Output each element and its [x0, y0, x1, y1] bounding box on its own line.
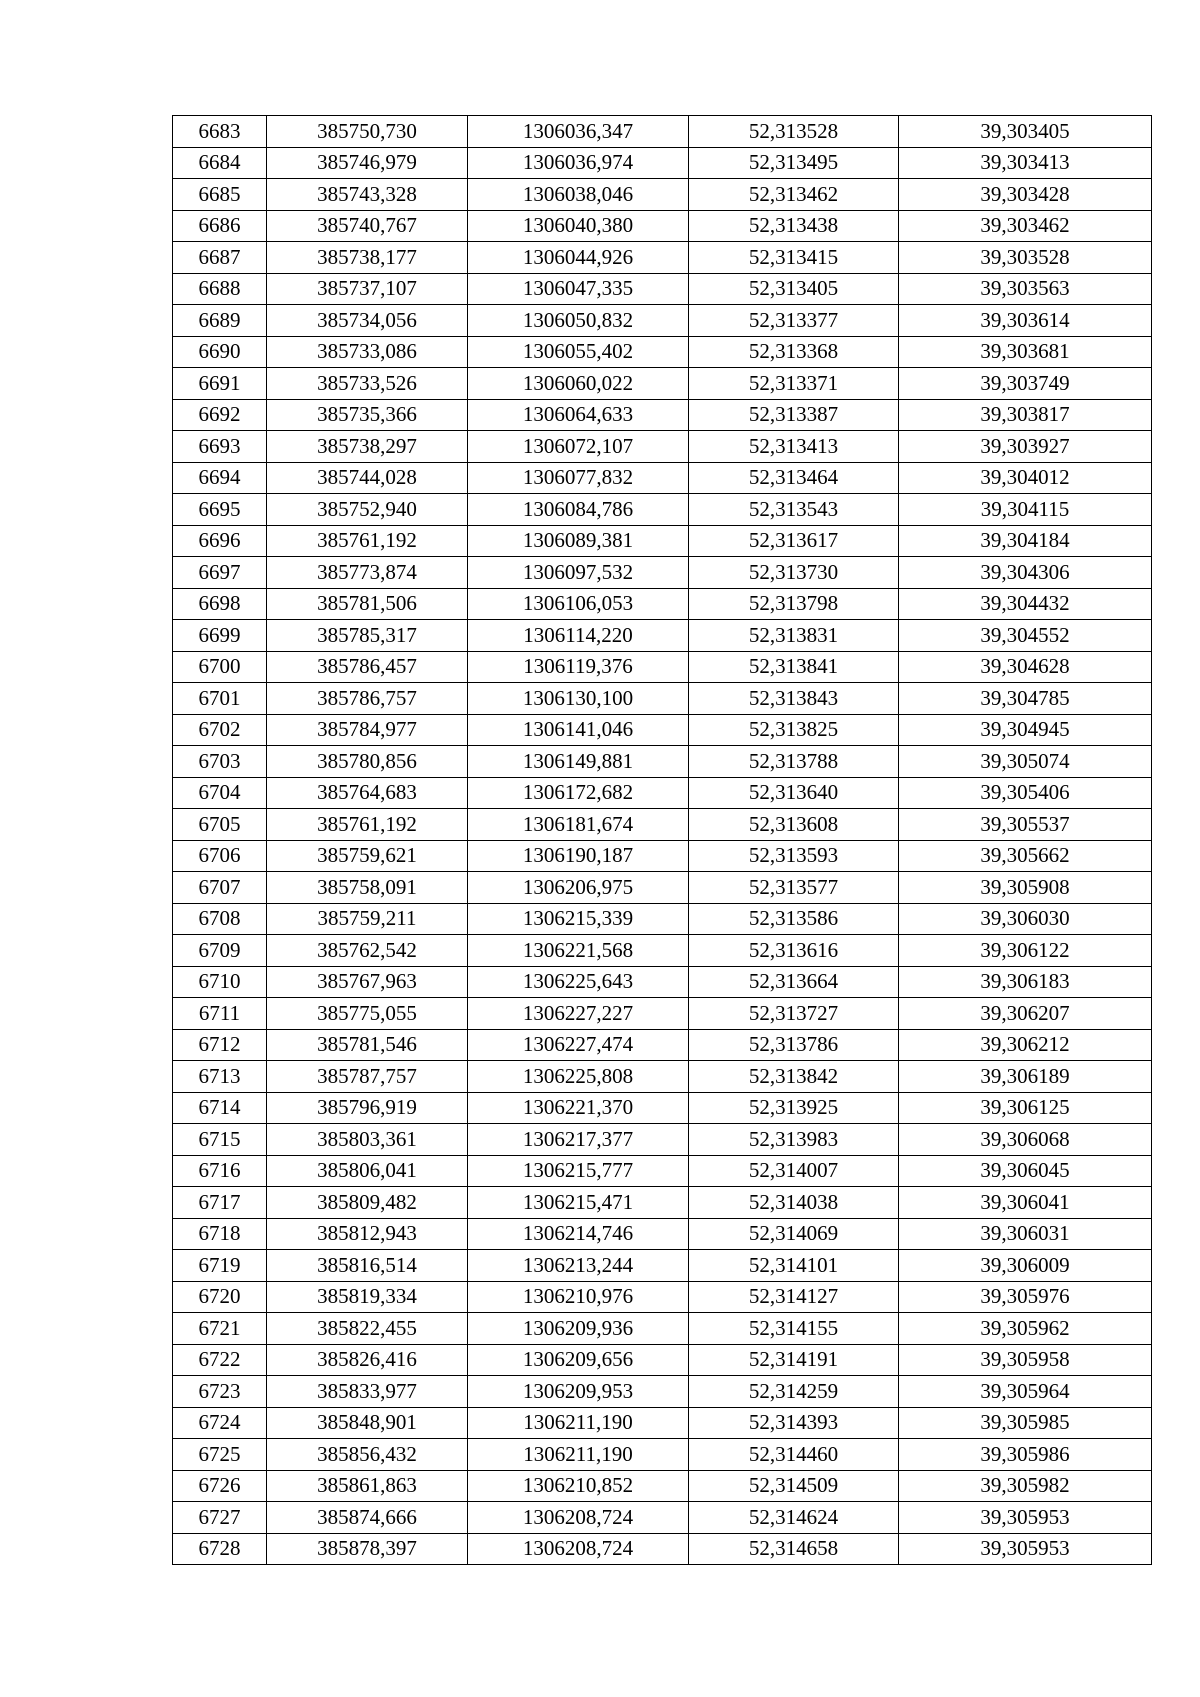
longitude-cell: 39,305976 — [899, 1281, 1152, 1313]
longitude-cell: 39,303614 — [899, 305, 1152, 337]
table-row — [173, 1376, 1152, 1408]
x-coordinate-cell: 385848,901 — [267, 1407, 468, 1439]
y-coordinate-cell: 1306044,926 — [468, 242, 689, 274]
longitude-cell: 39,306189 — [899, 1061, 1152, 1093]
y-coordinate-cell: 1306130,100 — [468, 683, 689, 715]
y-coordinate-cell: 1306221,568 — [468, 935, 689, 967]
longitude-cell: 39,303413 — [899, 147, 1152, 179]
latitude-cell: 52,314069 — [689, 1218, 899, 1250]
table-row — [173, 305, 1152, 337]
x-coordinate-cell: 385740,767 — [267, 210, 468, 242]
longitude-cell: 39,303462 — [899, 210, 1152, 242]
longitude-cell: 39,306031 — [899, 1218, 1152, 1250]
point-number-cell: 6683 — [173, 116, 267, 148]
x-coordinate-cell: 385759,211 — [267, 903, 468, 935]
latitude-cell: 52,313543 — [689, 494, 899, 526]
longitude-cell: 39,304628 — [899, 651, 1152, 683]
latitude-cell: 52,314038 — [689, 1187, 899, 1219]
y-coordinate-cell: 1306227,474 — [468, 1029, 689, 1061]
longitude-cell: 39,305986 — [899, 1439, 1152, 1471]
point-number-cell: 6710 — [173, 966, 267, 998]
x-coordinate-cell: 385734,056 — [267, 305, 468, 337]
y-coordinate-cell: 1306172,682 — [468, 777, 689, 809]
point-number-cell: 6708 — [173, 903, 267, 935]
x-coordinate-cell: 385758,091 — [267, 872, 468, 904]
table-row — [173, 651, 1152, 683]
point-number-cell: 6698 — [173, 588, 267, 620]
point-number-cell: 6691 — [173, 368, 267, 400]
x-coordinate-cell: 385762,542 — [267, 935, 468, 967]
latitude-cell: 52,313608 — [689, 809, 899, 841]
x-coordinate-cell: 385738,297 — [267, 431, 468, 463]
y-coordinate-cell: 1306206,975 — [468, 872, 689, 904]
y-coordinate-cell: 1306038,046 — [468, 179, 689, 211]
x-coordinate-cell: 385775,055 — [267, 998, 468, 1030]
longitude-cell: 39,306068 — [899, 1124, 1152, 1156]
longitude-cell: 39,303749 — [899, 368, 1152, 400]
x-coordinate-cell: 385773,874 — [267, 557, 468, 589]
point-number-cell: 6719 — [173, 1250, 267, 1282]
latitude-cell: 52,313495 — [689, 147, 899, 179]
x-coordinate-cell: 385833,977 — [267, 1376, 468, 1408]
table-row — [173, 1502, 1152, 1534]
x-coordinate-cell: 385822,455 — [267, 1313, 468, 1345]
point-number-cell: 6720 — [173, 1281, 267, 1313]
longitude-cell: 39,304945 — [899, 714, 1152, 746]
x-coordinate-cell: 385812,943 — [267, 1218, 468, 1250]
table-row — [173, 588, 1152, 620]
point-number-cell: 6684 — [173, 147, 267, 179]
table-row — [173, 872, 1152, 904]
table-row — [173, 1124, 1152, 1156]
y-coordinate-cell: 1306208,724 — [468, 1533, 689, 1565]
y-coordinate-cell: 1306064,633 — [468, 399, 689, 431]
x-coordinate-cell: 385781,506 — [267, 588, 468, 620]
latitude-cell: 52,313843 — [689, 683, 899, 715]
x-coordinate-cell: 385816,514 — [267, 1250, 468, 1282]
latitude-cell: 52,313586 — [689, 903, 899, 935]
table-row — [173, 714, 1152, 746]
point-number-cell: 6725 — [173, 1439, 267, 1471]
latitude-cell: 52,313664 — [689, 966, 899, 998]
point-number-cell: 6687 — [173, 242, 267, 274]
y-coordinate-cell: 1306215,339 — [468, 903, 689, 935]
latitude-cell: 52,313842 — [689, 1061, 899, 1093]
latitude-cell: 52,313983 — [689, 1124, 899, 1156]
point-number-cell: 6713 — [173, 1061, 267, 1093]
y-coordinate-cell: 1306084,786 — [468, 494, 689, 526]
longitude-cell: 39,303528 — [899, 242, 1152, 274]
latitude-cell: 52,313528 — [689, 116, 899, 148]
table-row — [173, 494, 1152, 526]
table-row — [173, 683, 1152, 715]
latitude-cell: 52,313368 — [689, 336, 899, 368]
longitude-cell: 39,305964 — [899, 1376, 1152, 1408]
point-number-cell: 6700 — [173, 651, 267, 683]
point-number-cell: 6721 — [173, 1313, 267, 1345]
point-number-cell: 6701 — [173, 683, 267, 715]
table-row — [173, 809, 1152, 841]
x-coordinate-cell: 385744,028 — [267, 462, 468, 494]
x-coordinate-cell: 385809,482 — [267, 1187, 468, 1219]
y-coordinate-cell: 1306209,936 — [468, 1313, 689, 1345]
y-coordinate-cell: 1306213,244 — [468, 1250, 689, 1282]
table-row — [173, 147, 1152, 179]
x-coordinate-cell: 385786,457 — [267, 651, 468, 683]
x-coordinate-cell: 385743,328 — [267, 179, 468, 211]
x-coordinate-cell: 385785,317 — [267, 620, 468, 652]
point-number-cell: 6704 — [173, 777, 267, 809]
latitude-cell: 52,313841 — [689, 651, 899, 683]
latitude-cell: 52,314101 — [689, 1250, 899, 1282]
y-coordinate-cell: 1306225,643 — [468, 966, 689, 998]
table-row — [173, 998, 1152, 1030]
latitude-cell: 52,313831 — [689, 620, 899, 652]
latitude-cell: 52,314127 — [689, 1281, 899, 1313]
point-number-cell: 6693 — [173, 431, 267, 463]
x-coordinate-cell: 385826,416 — [267, 1344, 468, 1376]
point-number-cell: 6689 — [173, 305, 267, 337]
longitude-cell: 39,304432 — [899, 588, 1152, 620]
y-coordinate-cell: 1306214,746 — [468, 1218, 689, 1250]
point-number-cell: 6694 — [173, 462, 267, 494]
coordinates-table-body — [173, 116, 1152, 1565]
longitude-cell: 39,305985 — [899, 1407, 1152, 1439]
point-number-cell: 6699 — [173, 620, 267, 652]
y-coordinate-cell: 1306190,187 — [468, 840, 689, 872]
table-row — [173, 620, 1152, 652]
x-coordinate-cell: 385764,683 — [267, 777, 468, 809]
table-row — [173, 1439, 1152, 1471]
latitude-cell: 52,313925 — [689, 1092, 899, 1124]
x-coordinate-cell: 385761,192 — [267, 525, 468, 557]
longitude-cell: 39,305982 — [899, 1470, 1152, 1502]
longitude-cell: 39,303817 — [899, 399, 1152, 431]
table-row — [173, 1187, 1152, 1219]
longitude-cell: 39,304115 — [899, 494, 1152, 526]
x-coordinate-cell: 385733,526 — [267, 368, 468, 400]
longitude-cell: 39,305953 — [899, 1502, 1152, 1534]
latitude-cell: 52,313462 — [689, 179, 899, 211]
point-number-cell: 6715 — [173, 1124, 267, 1156]
x-coordinate-cell: 385746,979 — [267, 147, 468, 179]
x-coordinate-cell: 385752,940 — [267, 494, 468, 526]
y-coordinate-cell: 1306210,976 — [468, 1281, 689, 1313]
table-row — [173, 903, 1152, 935]
point-number-cell: 6692 — [173, 399, 267, 431]
y-coordinate-cell: 1306060,022 — [468, 368, 689, 400]
table-row — [173, 368, 1152, 400]
table-row — [173, 840, 1152, 872]
longitude-cell: 39,304785 — [899, 683, 1152, 715]
table-row — [173, 336, 1152, 368]
y-coordinate-cell: 1306217,377 — [468, 1124, 689, 1156]
longitude-cell: 39,304552 — [899, 620, 1152, 652]
longitude-cell: 39,306207 — [899, 998, 1152, 1030]
table-row — [173, 777, 1152, 809]
x-coordinate-cell: 385878,397 — [267, 1533, 468, 1565]
point-number-cell: 6728 — [173, 1533, 267, 1565]
latitude-cell: 52,313617 — [689, 525, 899, 557]
latitude-cell: 52,313798 — [689, 588, 899, 620]
point-number-cell: 6709 — [173, 935, 267, 967]
coordinates-table — [172, 115, 1152, 1565]
table-row — [173, 1344, 1152, 1376]
table-row — [173, 1029, 1152, 1061]
x-coordinate-cell: 385780,856 — [267, 746, 468, 778]
point-number-cell: 6723 — [173, 1376, 267, 1408]
longitude-cell: 39,305662 — [899, 840, 1152, 872]
longitude-cell: 39,305953 — [899, 1533, 1152, 1565]
longitude-cell: 39,306041 — [899, 1187, 1152, 1219]
table-row — [173, 1281, 1152, 1313]
x-coordinate-cell: 385738,177 — [267, 242, 468, 274]
x-coordinate-cell: 385733,086 — [267, 336, 468, 368]
point-number-cell: 6707 — [173, 872, 267, 904]
y-coordinate-cell: 1306114,220 — [468, 620, 689, 652]
table-row — [173, 1092, 1152, 1124]
point-number-cell: 6696 — [173, 525, 267, 557]
longitude-cell: 39,305908 — [899, 872, 1152, 904]
x-coordinate-cell: 385787,757 — [267, 1061, 468, 1093]
longitude-cell: 39,304184 — [899, 525, 1152, 557]
y-coordinate-cell: 1306050,832 — [468, 305, 689, 337]
longitude-cell: 39,305537 — [899, 809, 1152, 841]
point-number-cell: 6712 — [173, 1029, 267, 1061]
y-coordinate-cell: 1306209,953 — [468, 1376, 689, 1408]
latitude-cell: 52,313415 — [689, 242, 899, 274]
x-coordinate-cell: 385874,666 — [267, 1502, 468, 1534]
longitude-cell: 39,304306 — [899, 557, 1152, 589]
longitude-cell: 39,306125 — [899, 1092, 1152, 1124]
point-number-cell: 6724 — [173, 1407, 267, 1439]
point-number-cell: 6711 — [173, 998, 267, 1030]
y-coordinate-cell: 1306221,370 — [468, 1092, 689, 1124]
longitude-cell: 39,305406 — [899, 777, 1152, 809]
table-row — [173, 1313, 1152, 1345]
point-number-cell: 6717 — [173, 1187, 267, 1219]
latitude-cell: 52,313577 — [689, 872, 899, 904]
longitude-cell: 39,305958 — [899, 1344, 1152, 1376]
latitude-cell: 52,313786 — [689, 1029, 899, 1061]
latitude-cell: 52,313788 — [689, 746, 899, 778]
table-row — [173, 1470, 1152, 1502]
y-coordinate-cell: 1306225,808 — [468, 1061, 689, 1093]
longitude-cell: 39,305074 — [899, 746, 1152, 778]
longitude-cell: 39,306009 — [899, 1250, 1152, 1282]
y-coordinate-cell: 1306106,053 — [468, 588, 689, 620]
x-coordinate-cell: 385735,366 — [267, 399, 468, 431]
latitude-cell: 52,314460 — [689, 1439, 899, 1471]
x-coordinate-cell: 385786,757 — [267, 683, 468, 715]
y-coordinate-cell: 1306215,471 — [468, 1187, 689, 1219]
latitude-cell: 52,314509 — [689, 1470, 899, 1502]
x-coordinate-cell: 385750,730 — [267, 116, 468, 148]
table-row — [173, 242, 1152, 274]
y-coordinate-cell: 1306055,402 — [468, 336, 689, 368]
y-coordinate-cell: 1306036,974 — [468, 147, 689, 179]
latitude-cell: 52,313825 — [689, 714, 899, 746]
point-number-cell: 6690 — [173, 336, 267, 368]
table-row — [173, 746, 1152, 778]
longitude-cell: 39,306045 — [899, 1155, 1152, 1187]
y-coordinate-cell: 1306149,881 — [468, 746, 689, 778]
point-number-cell: 6716 — [173, 1155, 267, 1187]
point-number-cell: 6695 — [173, 494, 267, 526]
point-number-cell: 6702 — [173, 714, 267, 746]
point-number-cell: 6703 — [173, 746, 267, 778]
latitude-cell: 52,313371 — [689, 368, 899, 400]
latitude-cell: 52,313405 — [689, 273, 899, 305]
y-coordinate-cell: 1306047,335 — [468, 273, 689, 305]
x-coordinate-cell: 385819,334 — [267, 1281, 468, 1313]
x-coordinate-cell: 385796,919 — [267, 1092, 468, 1124]
point-number-cell: 6688 — [173, 273, 267, 305]
latitude-cell: 52,313387 — [689, 399, 899, 431]
y-coordinate-cell: 1306211,190 — [468, 1439, 689, 1471]
longitude-cell: 39,306183 — [899, 966, 1152, 998]
latitude-cell: 52,313464 — [689, 462, 899, 494]
point-number-cell: 6706 — [173, 840, 267, 872]
y-coordinate-cell: 1306210,852 — [468, 1470, 689, 1502]
longitude-cell: 39,303681 — [899, 336, 1152, 368]
point-number-cell: 6714 — [173, 1092, 267, 1124]
table-row — [173, 1218, 1152, 1250]
longitude-cell: 39,306212 — [899, 1029, 1152, 1061]
latitude-cell: 52,314393 — [689, 1407, 899, 1439]
x-coordinate-cell: 385861,863 — [267, 1470, 468, 1502]
point-number-cell: 6705 — [173, 809, 267, 841]
latitude-cell: 52,314155 — [689, 1313, 899, 1345]
table-row — [173, 462, 1152, 494]
latitude-cell: 52,314658 — [689, 1533, 899, 1565]
y-coordinate-cell: 1306036,347 — [468, 116, 689, 148]
table-row — [173, 210, 1152, 242]
table-row — [173, 1250, 1152, 1282]
latitude-cell: 52,313438 — [689, 210, 899, 242]
table-row — [173, 179, 1152, 211]
longitude-cell: 39,306122 — [899, 935, 1152, 967]
longitude-cell: 39,304012 — [899, 462, 1152, 494]
table-row — [173, 116, 1152, 148]
point-number-cell: 6697 — [173, 557, 267, 589]
longitude-cell: 39,306030 — [899, 903, 1152, 935]
latitude-cell: 52,313727 — [689, 998, 899, 1030]
latitude-cell: 52,313730 — [689, 557, 899, 589]
longitude-cell: 39,305962 — [899, 1313, 1152, 1345]
y-coordinate-cell: 1306097,532 — [468, 557, 689, 589]
point-number-cell: 6727 — [173, 1502, 267, 1534]
table-row — [173, 557, 1152, 589]
x-coordinate-cell: 385759,621 — [267, 840, 468, 872]
longitude-cell: 39,303927 — [899, 431, 1152, 463]
table-row — [173, 399, 1152, 431]
x-coordinate-cell: 385803,361 — [267, 1124, 468, 1156]
y-coordinate-cell: 1306215,777 — [468, 1155, 689, 1187]
y-coordinate-cell: 1306089,381 — [468, 525, 689, 557]
latitude-cell: 52,314191 — [689, 1344, 899, 1376]
table-row — [173, 1407, 1152, 1439]
y-coordinate-cell: 1306208,724 — [468, 1502, 689, 1534]
table-row — [173, 525, 1152, 557]
table-row — [173, 1061, 1152, 1093]
y-coordinate-cell: 1306181,674 — [468, 809, 689, 841]
latitude-cell: 52,314259 — [689, 1376, 899, 1408]
point-number-cell: 6718 — [173, 1218, 267, 1250]
longitude-cell: 39,303428 — [899, 179, 1152, 211]
y-coordinate-cell: 1306072,107 — [468, 431, 689, 463]
y-coordinate-cell: 1306209,656 — [468, 1344, 689, 1376]
y-coordinate-cell: 1306119,376 — [468, 651, 689, 683]
x-coordinate-cell: 385784,977 — [267, 714, 468, 746]
table-row — [173, 1533, 1152, 1565]
latitude-cell: 52,313593 — [689, 840, 899, 872]
point-number-cell: 6722 — [173, 1344, 267, 1376]
latitude-cell: 52,314624 — [689, 1502, 899, 1534]
latitude-cell: 52,313377 — [689, 305, 899, 337]
point-number-cell: 6686 — [173, 210, 267, 242]
latitude-cell: 52,313640 — [689, 777, 899, 809]
point-number-cell: 6726 — [173, 1470, 267, 1502]
latitude-cell: 52,313413 — [689, 431, 899, 463]
y-coordinate-cell: 1306227,227 — [468, 998, 689, 1030]
table-row — [173, 1155, 1152, 1187]
y-coordinate-cell: 1306040,380 — [468, 210, 689, 242]
x-coordinate-cell: 385806,041 — [267, 1155, 468, 1187]
x-coordinate-cell: 385856,432 — [267, 1439, 468, 1471]
x-coordinate-cell: 385767,963 — [267, 966, 468, 998]
y-coordinate-cell: 1306077,832 — [468, 462, 689, 494]
latitude-cell: 52,313616 — [689, 935, 899, 967]
x-coordinate-cell: 385781,546 — [267, 1029, 468, 1061]
table-row — [173, 273, 1152, 305]
point-number-cell: 6685 — [173, 179, 267, 211]
table-row — [173, 935, 1152, 967]
y-coordinate-cell: 1306141,046 — [468, 714, 689, 746]
y-coordinate-cell: 1306211,190 — [468, 1407, 689, 1439]
x-coordinate-cell: 385737,107 — [267, 273, 468, 305]
latitude-cell: 52,314007 — [689, 1155, 899, 1187]
longitude-cell: 39,303563 — [899, 273, 1152, 305]
table-row — [173, 966, 1152, 998]
x-coordinate-cell: 385761,192 — [267, 809, 468, 841]
longitude-cell: 39,303405 — [899, 116, 1152, 148]
table-row — [173, 431, 1152, 463]
